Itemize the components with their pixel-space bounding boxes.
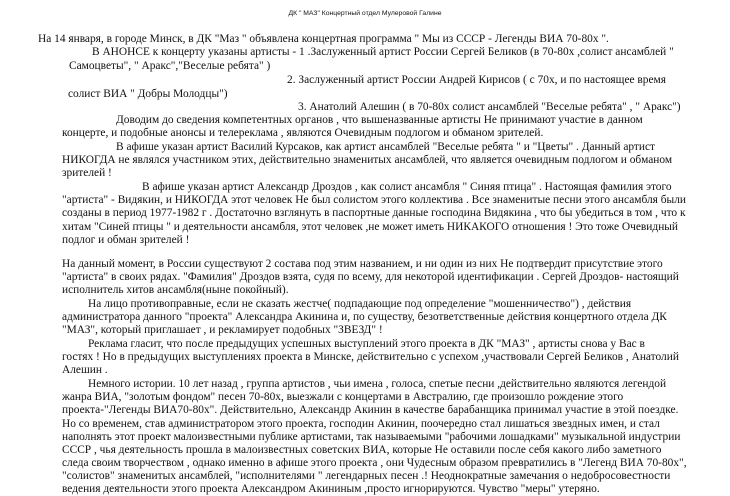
text-line: На 14 января, в городе Минск, в ДК "Маз " объявлена концертная программа " Мы из СССР - Легенды ВИА 70-80х ". [38,33,609,45]
text-line: В афише указан артист Василий Курсаков, как артист ансамблей "Веселые ребята " и "Цветы" . Данный артист [116,141,656,153]
document-title: ДК " МАЗ" Концертный отдел Мулеровой Галине [288,10,442,17]
text-line: наполнять этот проект малоизвестными публике артистами, так называемыми "рабочими лошадками" музыкальной индустрии [62,431,681,443]
text-line: жанра ВИА, "золотым фондом" песен 70-80х, выезжали с концертами в Австралию, где произошло рождение этого [62,391,624,403]
text-line: проекта-"Легенды ВИА70-80х". Действительно, Александр Акинин в качестве барабанщика принимал участие в этой поездке. [62,404,679,416]
text-line: Реклама гласит, что после предыдущих успешных выступлений этого проекта в ДК "МАЗ" , артисты снова у Вас в [88,338,645,350]
text-line: Самоцветы", " Аракс","Веселые ребята" ) [69,60,271,72]
text-line: Немного истории. 10 лет назад , группа артистов , чьи имена , голоса, спетые песни ,действительно являются легендой [88,378,667,390]
text-line: 2. Заслуженный артист России Андрей Кирисов ( с 70х, и по настоящее время [287,74,666,86]
text-line: "МАЗ", который приглашает , и рекламирует подобных "ЗВЕЗД" ! [62,324,383,336]
text-line: гостях ! Но в предыдущих выступлениях проекта в Минске, действительно с успехом ,участвовали Сергей Беликов , Анатолий [62,351,679,363]
text-line: солист ВИА " Добры Молодцы") [68,88,228,100]
text-line: СССР , чья деятельность прошла в малоизвестных советских ВИА, которые Не оставили после себя какого либо заметного [62,444,662,456]
text-line: администратора данного "проекта" Александра Акинина и, по существу, безответственные действия концертного отдела ДК [62,311,667,323]
text-line: На данный момент, в России существуют 2 состава под этим названием, и ни один из них Не подтвердит присутствие этого [62,258,663,270]
text-line: Но со временем, став администратором этого проекта, господин Акинин, поочередно стал лишаться звездных имен, и стал [62,418,660,430]
text-line: Доводим до сведения компетентных органов , что вышеназванные артисты Не принимают участие в данном [116,114,643,126]
text-line: следа своим творчеством , однако именно в афише этого проекта , они Чудесным образом превратились в "Легенд ВИА 70-80х", [62,457,687,469]
text-line: "солистов" знаменитых ансамблей, "исполнителями " легендарных песен .! Неоднократные замечания о недобросовестности [62,470,671,482]
text-line: зрителей ! [62,167,112,179]
text-line: хитам "Синей птицы " и деятельности ансамбля, этот человек ,не может иметь НИКАКОГО отношения ! Это тоже Очевидный [62,221,679,233]
text-line: концерте, и подобные анонсы и телереклама , являются Очевидным подлогом и обманом зрителей. [62,127,544,139]
text-line: 3. Анатолий Алешин ( в 70-80х солист ансамблей "Веселые ребята" , " Аракс") [298,101,681,113]
text-line: В афише указан артист Александр Дроздов , как солист ансамбля " Синяя птица" . Настоящая фамилия этого [142,181,672,193]
text-line: "артиста" - Видякин, и НИКОГДА этот человек Не был солистом этого коллектива . Все знаменитые песни этого ансамбля были [62,194,686,206]
text-line: созданы в период 1977-1982 г . Достаточно взглянуть в паспортные данные господина Видякина , что бы убедиться в том , что к [62,207,686,219]
text-line: На лицо противоправные, если не сказать жестче( подпадающие под определение "мошенничество") , действия [88,298,632,310]
text-line: Алешин . [62,364,108,376]
text-line: ведения деятельности этого проекта Александром Акининым ,просто игнорируются. Чувство "меры" утеряно. [62,483,600,495]
text-line: В АНОНСЕ к концерту указаны артисты - 1 .Заслуженный артист России Сергей Беликов (в 70-80х ,солист ансамблей " [92,46,674,58]
text-line: НИКОГДА не являлся участником этих, действительно знаменитых ансамблей, что является очевидным подлогом и обманом [62,154,673,166]
text-line: "артиста" в своих рядах. "Фамилия" Дроздов взята, судя по всему, для некоторой идентификации . Сергей Дроздов- настоящий [62,271,679,283]
text-line: исполнитель хитов ансамбля(ныне покойный). [62,284,289,296]
text-line: подлог и обман зрителей ! [62,234,190,246]
